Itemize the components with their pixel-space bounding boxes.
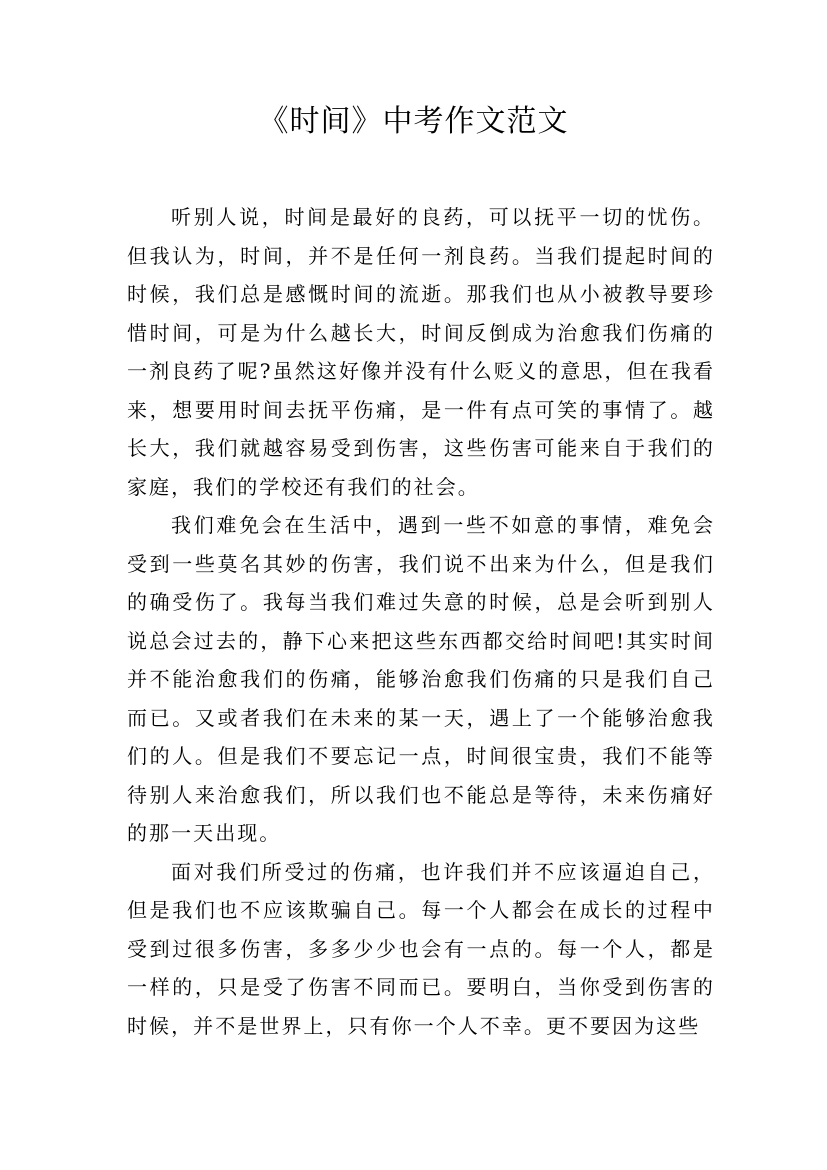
document-title: 《时间》中考作文范文 xyxy=(258,104,569,139)
paragraph-1: 听别人说，时间是最好的良药，可以抚平一切的忧伤。但我认为，时间，并不是任何一剂良药。当我们提起时间的时候，我们总是感慨时间的流逝。那我们也从小被教导要珍惜时间，可是为什么越长大，时间反倒成为治愈我们伤痛的一剂良药了呢?虽然这好像并没有什么贬义的意思，但在我看来，想要用时间去抚平伤痛，是一件有点可笑的事情了。越长大，我们就越容易受到伤害，这些伤害可能来自于我们的家庭，我们的学校还有我们的社会。 xyxy=(127,205,715,499)
document-body xyxy=(127,198,715,1045)
paragraph-2: 我们难免会在生活中，遇到一些不如意的事情，难免会受到一些莫名其妙的伤害，我们说不出来为什么，但是我们的确受伤了。我每当我们难过失意的时候，总是会听到别人说总会过去的，静下心来把这些东西都交给时间吧!其实时间并不能治愈我们的伤痛，能够治愈我们伤痛的只是我们自己而已。又或者我们在未来的某一天，遇上了一个能够治愈我们的人。但是我们不要忘记一点，时间很宝贵，我们不能等待别人来治愈我们，所以我们也不能总是等待，未来伤痛好的那一天出现。 xyxy=(127,513,715,845)
paragraph-3: 面对我们所受过的伤痛，也许我们并不应该逼迫自己，但是我们也不应该欺骗自己。每一个人都会在成长的过程中受到过很多伤害，多多少少也会有一点的。每一个人，都是一样的，只是受了伤害不同而已。要明白，当你受到伤害的时候，并不是世界上，只有你一个人不幸。更不要因为这些 xyxy=(127,859,715,1038)
